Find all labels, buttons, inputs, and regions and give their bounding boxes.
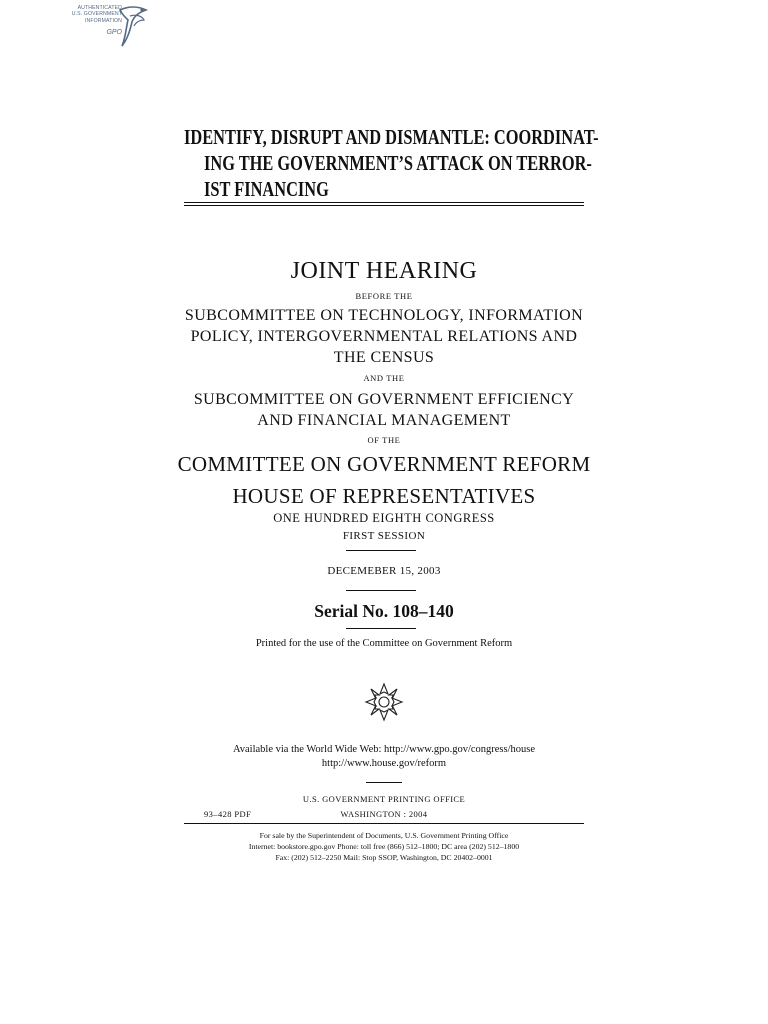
seal-line-1: AUTHENTICATED [77,5,122,11]
subcommittee-1 [0,305,768,368]
footer-line-1: For sale by the Superintendent of Documents, U.S. Government Printing Office [259,831,509,840]
seal-gpo-label: GPO [106,29,122,36]
seal-line-2: U.S. GOVERNMENT [71,11,122,18]
document-code: 93–428 PDF [204,809,252,819]
of-the-label: OF THE [367,435,401,445]
availability-note [0,743,768,771]
subcommittee-1-line-1: SUBCOMMITTEE ON TECHNOLOGY, INFORMATION [184,307,584,324]
title-rule-bottom [184,205,584,206]
title-line-2: ING THE GOVERNMENT’S ATTACK ON TERROR- [204,151,592,175]
subcommittee-2-line-1: SUBCOMMITTEE ON GOVERNMENT EFFICIENCY [193,391,575,408]
sales-footer [0,830,768,863]
hearing-heading: JOINT HEARING [290,258,478,284]
gpo-ornament-icon [362,680,406,724]
document-title [184,124,599,204]
title-line-3: IST FINANCING [204,177,329,201]
serial-rule [346,628,416,629]
publication-place: WASHINGTON : 2004 [340,809,428,819]
title-rule-top [184,202,584,203]
session-label: FIRST SESSION [342,530,426,542]
subcommittee-1-line-3: THE CENSUS [333,349,435,366]
seal-line-3: INFORMATION [84,17,122,24]
printed-for-note: Printed for the use of the Committee on Government Reform [255,638,513,649]
availability-line-1: Available via the World Wide Web: http://www.gpo.gov/congress/house [232,744,536,755]
gpo-authentication-seal [58,4,150,48]
house-name: HOUSE OF REPRESENTATIVES [232,484,536,508]
session-rule [346,550,416,551]
serial-number: Serial No. 108–140 [314,601,454,621]
availability-line-2: http://www.house.gov/reform [321,758,447,769]
subcommittee-2-line-2: AND FINANCIAL MANAGEMENT [257,412,511,429]
date-rule [346,590,416,591]
printing-office: U.S. GOVERNMENT PRINTING OFFICE [302,794,466,804]
seal-text [58,5,122,24]
availability-rule [366,782,402,783]
and-the-label: AND THE [363,373,405,383]
footer-line-3: Fax: (202) 512–2250 Mail: Stop SSOP, Washington, DC 20402–0001 [275,853,493,862]
eagle-icon [116,4,150,48]
subcommittee-2 [0,389,768,431]
hearing-date: DECEMEBER 15, 2003 [327,565,441,577]
before-the-label: BEFORE THE [355,291,413,301]
subcommittee-1-line-2: POLICY, INTERGOVERNMENTAL RELATIONS AND [190,328,578,345]
congress-label: ONE HUNDRED EIGHTH CONGRESS [273,511,495,525]
footer-line-2: Internet: bookstore.gpo.gov Phone: toll free (866) 512–1800; DC area (202) 512–1800 [248,842,520,851]
title-line-1: IDENTIFY, DISRUPT AND DISMANTLE: COORDINAT- [184,125,599,149]
committee-name: COMMITTEE ON GOVERNMENT REFORM [177,452,591,476]
footer-rule [184,823,584,824]
